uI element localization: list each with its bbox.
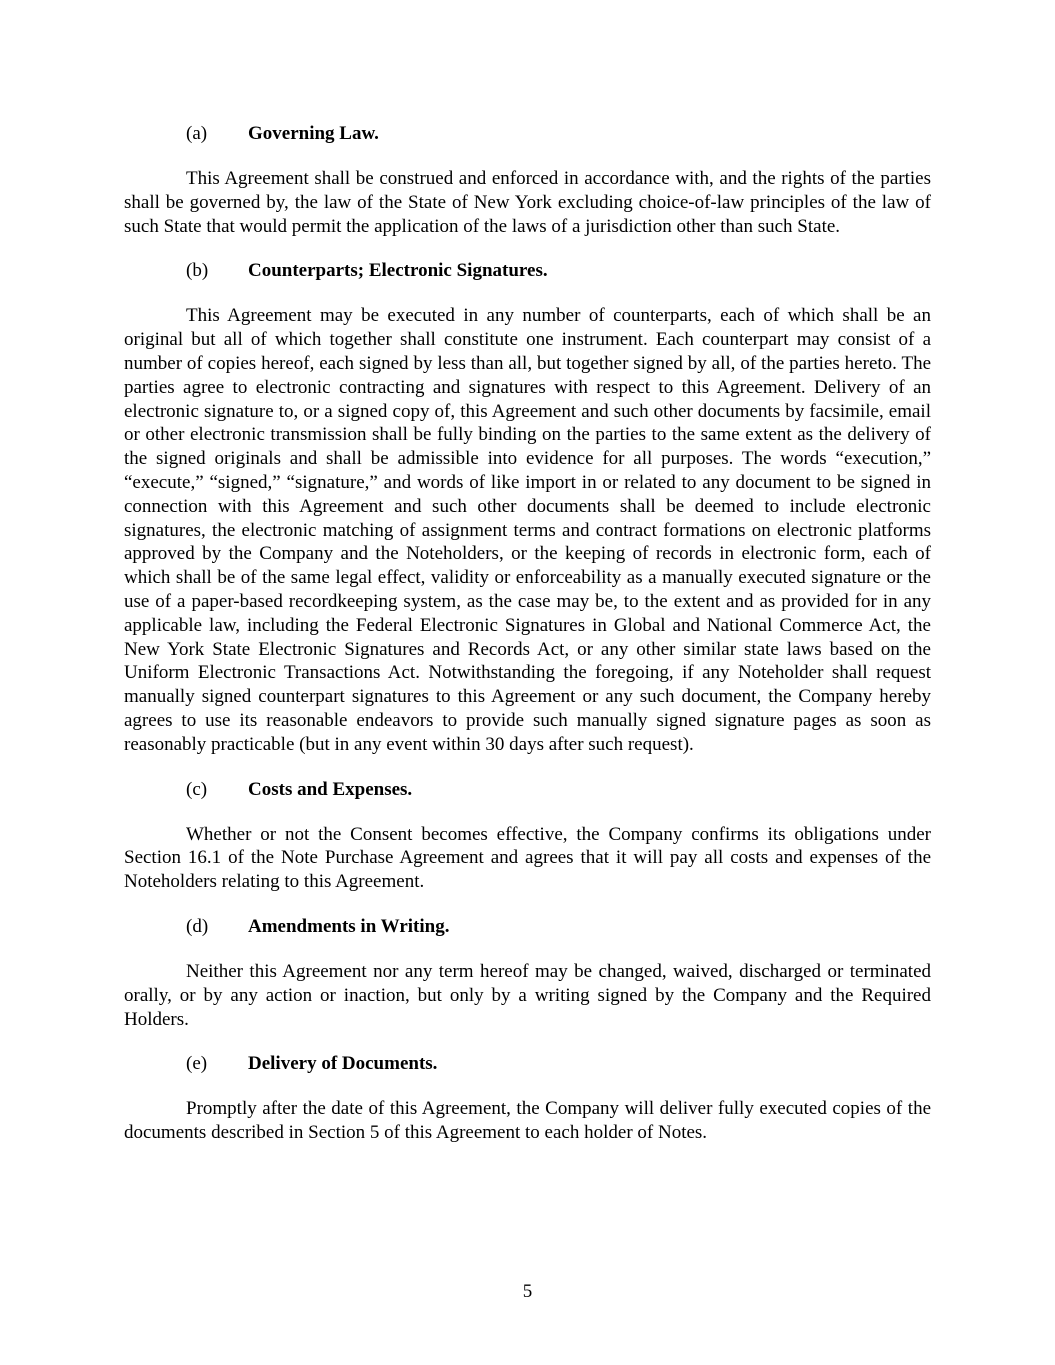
- section-heading: [124, 259, 931, 283]
- section-costs-and-expenses: [124, 778, 931, 894]
- section-body: This Agreement may be executed in any number of counterparts, each of which shall be an original but all of which together shall constitute one instrument. Each counterpart may consist of a number of copies hereof, each signed by less than all, but together signed by all, of the parties hereto. The parties agree to electronic contracting and signatures with respect to this Agreement. Delivery of an electronic signature to, or a signed copy of, this Agreement and such other documents by facsimile, email or other electronic transmission shall be fully binding on the parties to the same extent as the delivery of the signed originals and shall be admissible into evidence for all purposes. The words “execution,” “execute,” “signed,” “signature,” and words of like import in or related to any document to be signed in connection with this Agreement and such other documents shall be deemed to include electronic signatures, the electronic matching of assignment terms and contract formations on electronic platforms approved by the Company and the Noteholders, or the keeping of records in electronic form, each of which shall be of the same legal effect, validity or enforceability as a manually executed signature or the use of a paper-based recordkeeping system, as the case may be, to the extent and as provided for in any applicable law, including the Federal Electronic Signatures in Global and National Commerce Act, the New York State Electronic Signatures and Records Act, or any other similar state laws based on the Uniform Electronic Transactions Act. Notwithstanding the foregoing, if any Noteholder shall request manually signed counterpart signatures to this Agreement or any such document, the Company hereby agrees to use its reasonable endeavors to provide such manually signed signature pages as soon as reasonably practicable (but in any event within 30 days after such request).: [124, 305, 931, 755]
- section-body: Neither this Agreement nor any term hereof may be changed, waived, discharged or terminated orally, or by any action or inaction, but only by a writing signed by the Company and the Required Holders.: [124, 960, 931, 1030]
- section-title: Costs and Expenses.: [248, 778, 413, 800]
- section-title: Amendments in Writing.: [248, 915, 450, 937]
- section-delivery-of-documents: [124, 1052, 931, 1145]
- section-heading: [124, 915, 931, 939]
- section-number: (b): [186, 260, 209, 282]
- section-counterparts: [124, 259, 931, 756]
- section-governing-law: [124, 122, 931, 238]
- page-number: 5: [522, 1281, 533, 1302]
- section-heading: [124, 778, 931, 802]
- section-number: (c): [186, 778, 208, 800]
- section-number: (d): [186, 915, 209, 937]
- section-body: Promptly after the date of this Agreement, the Company will deliver fully executed copies of the documents described in Section 5 of this Agreement to each holder of Notes.: [124, 1098, 931, 1144]
- section-heading: [124, 1052, 931, 1076]
- section-title: Counterparts; Electronic Signatures.: [248, 260, 548, 282]
- section-body: Whether or not the Consent becomes effective, the Company confirms its obligations under Section 16.1 of the Note Purchase Agreement and agrees that it will pay all costs and expenses of the Noteholders relating to this Agreement.: [124, 823, 931, 893]
- section-number: (a): [186, 123, 208, 144]
- section-number: (e): [186, 1053, 208, 1075]
- section-body: This Agreement shall be construed and enforced in accordance with, and the rights of the parties shall be governed by, the law of the State of New York excluding choice-of-law principles of the law of such State that would permit the application of the laws of a jurisdiction other than such State.: [124, 168, 931, 237]
- section-amendments: [124, 915, 931, 1031]
- section-title: Delivery of Documents.: [248, 1053, 438, 1075]
- document-page: [124, 122, 931, 1166]
- section-heading: [124, 122, 931, 146]
- section-title: Governing Law.: [248, 123, 379, 144]
